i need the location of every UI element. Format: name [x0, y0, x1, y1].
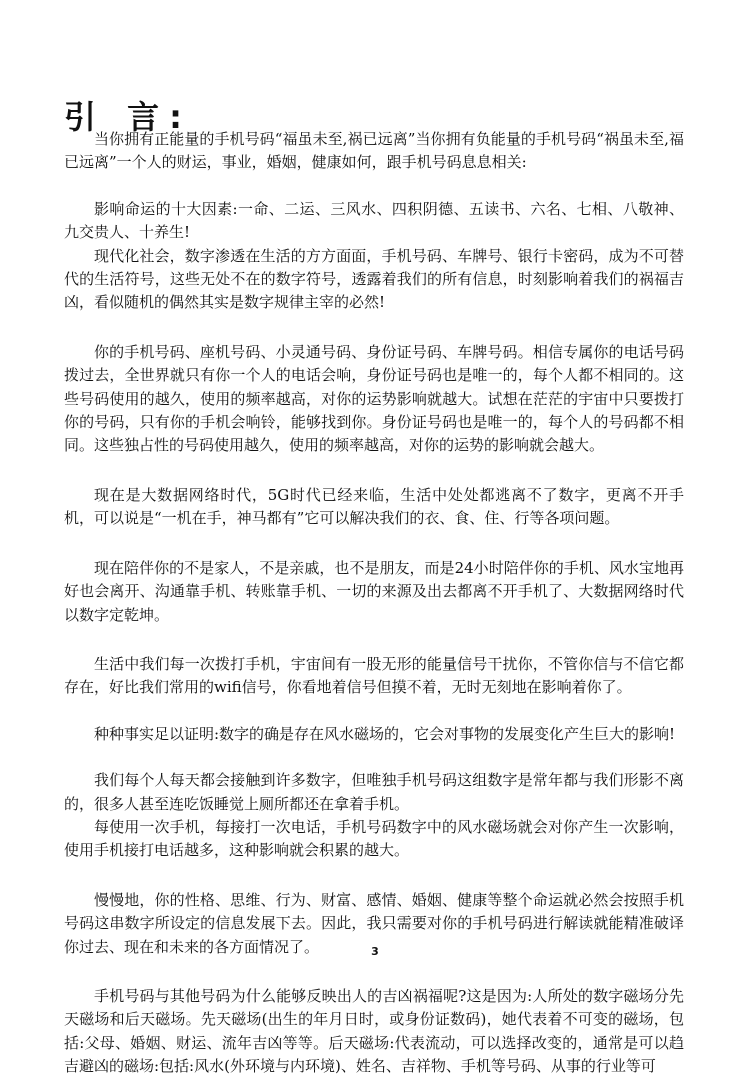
paragraph-each-call: 每使用一次手机，每接打一次电话，手机号码数字中的风水磁场就会对你产生一次影响，使用手机接打电话越多，这种影响就会积累的越大。 [64, 817, 684, 860]
paragraph-energy-signal: 生活中我们每一次拨打手机，宇宙间有一股无形的能量信号干扰你，不管你信与不信它都存在，好比我们常用的wifi信号，你看地着信号但摸不着，无时无刻地在影响着你了。 [64, 654, 684, 697]
paragraph-big-data: 现在是大数据网络时代，5G时代已经来临，生活中处处都逃离不了数字，更离不开手机，可以说是“一机在手，神马都有”它可以解决我们的衣、食、住、行等各项问题。 [64, 485, 684, 528]
paragraph-intro: 当你拥有正能量的手机号码“福虽未至,祸已远离”当你拥有负能量的手机号码“祸虽未至,福已远离”一个人的财运，事业，婚姻，健康如何，跟手机号码息息相关: [64, 130, 684, 172]
paragraph-magnetic-fields: 手机号码与其他号码为什么能够反映出人的吉凶祸福呢?这是因为:人所处的数字磁场分先天磁场和后天磁场。先天磁场(出生的年月日时，或身份证数码)，她代表着不可变的磁场，包括:父母、婚姻、财运、流年吉凶等等。后天磁场:代表流动，可以选择改变的，通常是可以趋吉避凶的磁场:包括:风水(外环境与内环境)、姓名、吉祥物、手机等号码、从事的行业等可 [64, 986, 684, 1076]
paragraph-your-numbers: 你的手机号码、座机号码、小灵通号码、身份证号码、车牌号码。相信专属你的电话号码拨过去，全世界就只有你一个人的电话会响，身份证号码也是唯一的，每个人都不相同的。这些号码使用的越久，使用的频率越高，对你的运势影响就越大。试想在茫茫的宇宙中只要拨打你的号码，只有你的手机会响铃，能够找到你。身份证号码也是唯一的，每个人的号码都不相同。这些独占性的号码使用越久，使用的频率越高，对你的运势的影响就会越大。 [64, 342, 684, 455]
paragraph-companion: 现在陪伴你的不是家人，不是亲戚，也不是朋友，而是24小时陪伴你的手机、风水宝地再好也会离开、沟通靠手机、转账靠手机、一切的来源及出去都离不开手机了、大数据网络时代以数字定乾坤。 [64, 558, 684, 624]
paragraph-modern-society: 现代化社会，数字渗透在生活的方方面面，手机号码、车牌号、银行卡密码，成为不可替代的生活符号，这些无处不在的数字符号，透露着我们的所有信息，时刻影响着我们的祸福吉凶，看似随机的偶然其实是数字规律主宰的必然! [64, 246, 684, 312]
paragraph-daily-contact: 我们每个人每天都会接触到许多数字，但唯独手机号码这组数字是常年都与我们形影不离的，很多人甚至连吃饭睡觉上厕所都还在拿着手机。 [64, 771, 684, 813]
paragraph-proof: 种种事实足以证明:数字的确是存在风水磁场的，它会对事物的发展变化产生巨大的影响! [94, 724, 676, 743]
page-title: 引 言: [64, 98, 192, 136]
paragraph-destiny: 慢慢地，你的性格、思维、行为、财富、感情、婚姻、健康等整个命运就必然会按照手机号码这串数字所设定的信息发展下去。因此，我只需要对你的手机号码进行解读就能精准破译你过去、现在和未来的各方面情况了。 [64, 890, 684, 956]
document-body [64, 128, 684, 1079]
paragraph-ten-factors: 影响命运的十大因素:一命、二运、三风水、四积阴德、五读书、六名、七相、八敬神、九交贵人、十养生! [64, 199, 684, 242]
page-number: 3 [371, 945, 379, 958]
